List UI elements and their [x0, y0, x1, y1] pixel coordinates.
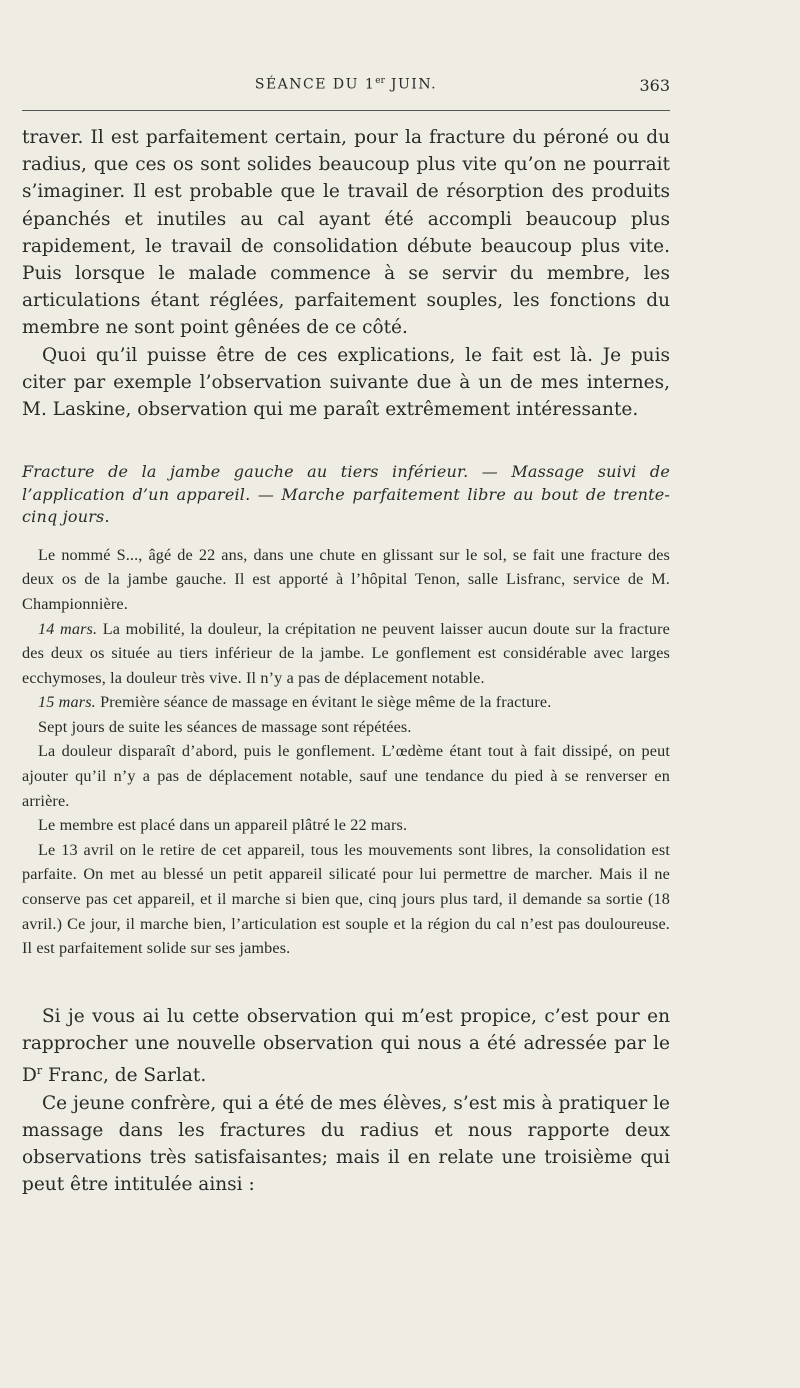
page-body — [22, 124, 670, 1198]
paragraph-confrere: Ce jeune confrère, qui a été de mes élèves, s’est mis à pratiquer le massage dans les fractures du radius et nous rapporte deux observations très satisfaisantes; mais il en relate une troisième qui peut être intitulée ainsi : — [22, 1092, 670, 1196]
observation-paragraph: 14 mars. La mobilité, la douleur, la crépitation ne peuvent laisser aucun doute sur la fracture des deux os située au tiers inférieur de la jambe. Le gonflement est considérable avec larges ecchymoses, la douleur très vive. Il n’y a pas de déplacement notable. — [22, 619, 670, 687]
observation-paragraph: Sept jours de suite les séances de massage sont répétées. — [38, 717, 412, 736]
paragraph-continued: traver. Il est parfaitement certain, pour la fracture du péroné ou du radius, que ces os sont solides beaucoup plus vite qu’on ne pourrait s’imaginer. Il est probable que le travail de résorption des produits épanchés et inutiles au cal ayant été accompli beaucoup plus rapidement, le travail de consolidation débute beaucoup plus vite. Puis lorsque le malade commence à se servir du membre, les articulations étant réglées, parfaitement souples, les fonctions du membre ne sont point gênées de ce côté. — [22, 127, 670, 339]
observation-date: 15 mars. — [38, 693, 96, 712]
observation-heading: Fracture de la jambe gauche au tiers inférieur. — Massage suivi de l’application d’un appareil. — Marche parfaitement libre au bout de trente-cinq jours. — [22, 462, 670, 527]
page-number: 363 — [639, 76, 670, 95]
observation-text — [22, 543, 670, 961]
observation-paragraph: Le nommé S..., âgé de 22 ans, dans une chute en glissant sur le sol, se fait une fracture des deux os de la jambe gauche. Il est apporté à l’hôpital Tenon, salle Lisfranc, service de M. Championnière. — [22, 545, 670, 613]
observation-paragraph: La douleur disparaît d’abord, puis le gonflement. L’œdème étant tout à fait dissipé, on peut ajouter qu’il n’y a pas de déplacement notable, sauf une tendance du pied à se renverser en arrière. — [22, 742, 670, 810]
observation-date: 14 mars. — [38, 619, 98, 638]
header-rule — [22, 110, 670, 111]
paragraph-laskine: Quoi qu’il puisse être de ces explications, le fait est là. Je puis citer par exemple l’observation suivante due à un de mes internes, M. Laskine, observation qui me paraît extrêmement intéressante. — [22, 344, 670, 421]
running-title: SÉANCE DU 1er JUIN. — [254, 76, 438, 93]
paragraph-franc: Si je vous ai lu cette observation qui m’est propice, c’est pour en rapprocher une nouvelle observation qui nous a été adressée par le $D^r$ Franc, de Sarlat. — [22, 1005, 670, 1087]
observation-paragraph: Le 13 avril on le retire de cet appareil, tous les mouvements sont libres, la consolidation est parfaite. On met au blessé un petit appareil silicaté pour lui permettre de marcher. Mais il ne conserve pas cet appareil, et il marche si bien que, cinq jours plus tard, il demande sa sortie (18 avril.) Ce jour, il marche bien, l’articulation est souple et la région du cal n’est pas douloureuse. Il est parfaitement solide sur ses jambes. — [22, 840, 670, 958]
running-head — [22, 76, 670, 100]
observation-paragraph: 15 mars. Première séance de massage en évitant le siège même de la fracture. — [38, 693, 552, 712]
observation-paragraph: Le membre est placé dans un appareil plâtré le 22 mars. — [38, 816, 408, 835]
